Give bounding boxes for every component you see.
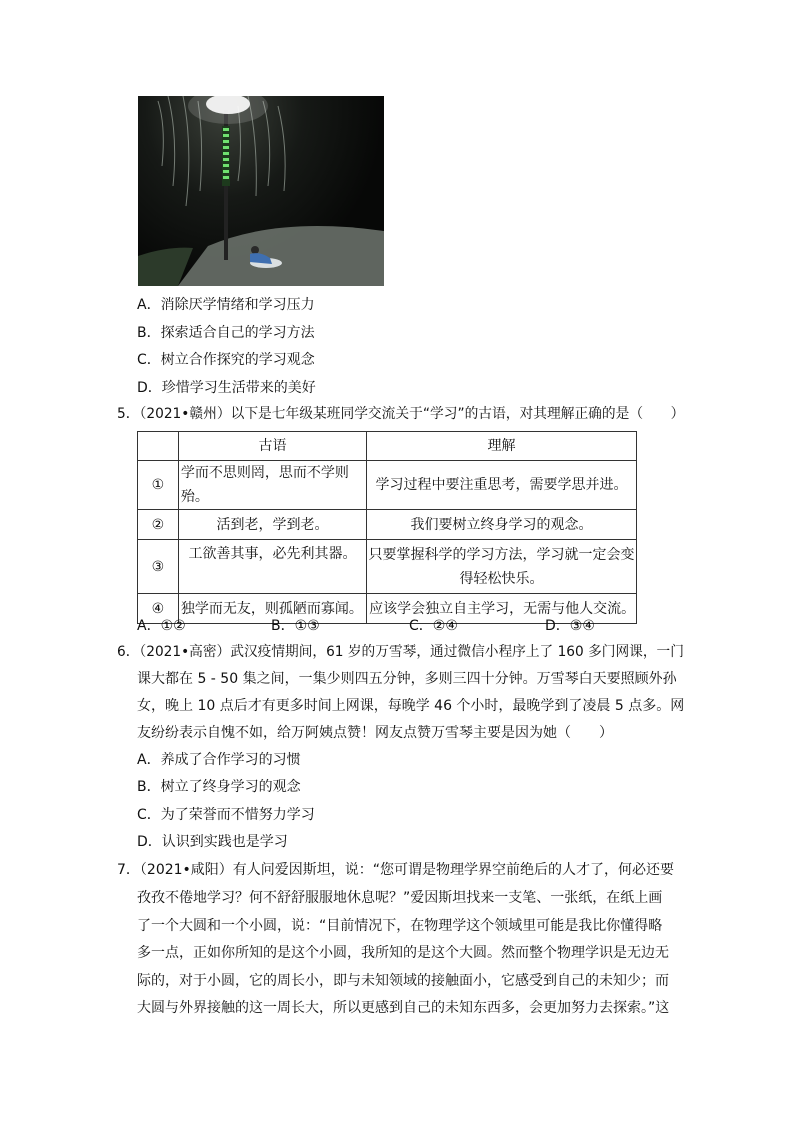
row-understanding-line2: 得轻松快乐。 — [459, 570, 544, 587]
q7-line-2: 孜孜不倦地学习？何不舒舒服服地休息呢？”爱因斯坦找来一支笔、一张纸，在纸上画 — [137, 890, 663, 906]
row-classical: 活到老，学到老。 — [178, 510, 366, 540]
row-understanding — [367, 540, 637, 594]
q5-table — [137, 431, 637, 624]
table-header-blank — [138, 432, 179, 461]
q5-choice-c: C．②④ — [409, 618, 458, 634]
q7-line-3: 了一个大圆和一个小圆，说：“目前情况下，在物理学这个领域里可能是我比你懂得略 — [137, 918, 663, 934]
row-understanding-line1: 只要掌握科学的学习方法，学习就一定会变 — [368, 546, 635, 563]
q7-line-1: 7．（2021•咸阳）有人问爱因斯坦，说：“您可谓是物理学界空前绝后的人才了，何必还要 — [117, 862, 675, 878]
row-classical: 学而不思则罔，思而不学则殆。 — [178, 461, 366, 510]
row-number: ③ — [138, 540, 179, 594]
table-row — [138, 461, 637, 510]
q4-option-d: D．珍惜学习生活带来的美好 — [137, 380, 316, 396]
q6-line-4: 友纷纷表示自愧不如，给万阿姨点赞！网友点赞万雪琴主要是因为她（ ） — [137, 725, 613, 741]
night-study-photo — [138, 96, 384, 286]
table-header-understanding: 理解 — [367, 432, 637, 461]
row-number: ② — [138, 510, 179, 540]
row-number: ④ — [138, 594, 179, 624]
table-header-classical: 古语 — [178, 432, 366, 461]
q5-choice-b: B．①③ — [271, 618, 320, 634]
table-row — [138, 540, 637, 594]
row-classical: 独学而无友，则孤陋而寡闻。 — [178, 594, 366, 624]
q6-line-2: 课大都在 5 - 50 集之间，一集少则四五分钟，多则三四十分钟。万雪琴白天要照顾外孙 — [137, 671, 677, 687]
q5-stem: 5．（2021•赣州）以下是七年级某班同学交流关于“学习”的古语，对其理解正确的是（ ） — [117, 406, 685, 422]
q5-choice-a: A．①② — [137, 618, 186, 634]
row-understanding: 学习过程中要注重思考，需要学思并进。 — [367, 461, 637, 510]
table-header-row — [138, 432, 637, 461]
q6-option-a: A．养成了合作学习的习惯 — [137, 752, 301, 768]
q4-option-c: C．树立合作探究的学习观念 — [137, 352, 315, 368]
row-understanding: 应该学会独立自主学习，无需与他人交流。 — [367, 594, 637, 624]
q6-option-b: B．树立了终身学习的观念 — [137, 779, 301, 795]
q7-line-4: 多一点，正如你所知的是这个小圆，我所知的是这个大圆。然而整个物理学识是无边无 — [137, 945, 669, 961]
q7-line-5: 际的，对于小圆，它的周长小，即与未知领域的接触面小，它感受到自己的未知少；而 — [137, 973, 669, 989]
q5-choice-d: D．③④ — [545, 618, 595, 634]
q7-line-6: 大圆与外界接触的这一周长大，所以更感到自己的未知东西多，会更加努力去探索。”这 — [137, 1000, 670, 1016]
q6-line-3: 女，晚上 10 点后才有更多时间上网课，每晚学 46 个小时，最晚学到了凌晨 5 点多。网 — [137, 698, 685, 714]
q6-line-1: 6．（2021•高密）武汉疫情期间，61 岁的万雪琴，通过微信小程序上了 160 多门网课，一门 — [117, 644, 684, 660]
q4-option-b: B．探索适合自己的学习方法 — [137, 325, 315, 341]
q6-option-d: D．认识到实践也是学习 — [137, 834, 288, 850]
q4-option-a: A．消除厌学情绪和学习压力 — [137, 297, 315, 313]
row-number: ① — [138, 461, 179, 510]
table-row — [138, 510, 637, 540]
row-classical: 工欲善其事，必先利其器。 — [178, 540, 366, 594]
q6-option-c: C．为了荣誉而不惜努力学习 — [137, 807, 315, 823]
row-understanding: 我们要树立终身学习的观念。 — [367, 510, 637, 540]
